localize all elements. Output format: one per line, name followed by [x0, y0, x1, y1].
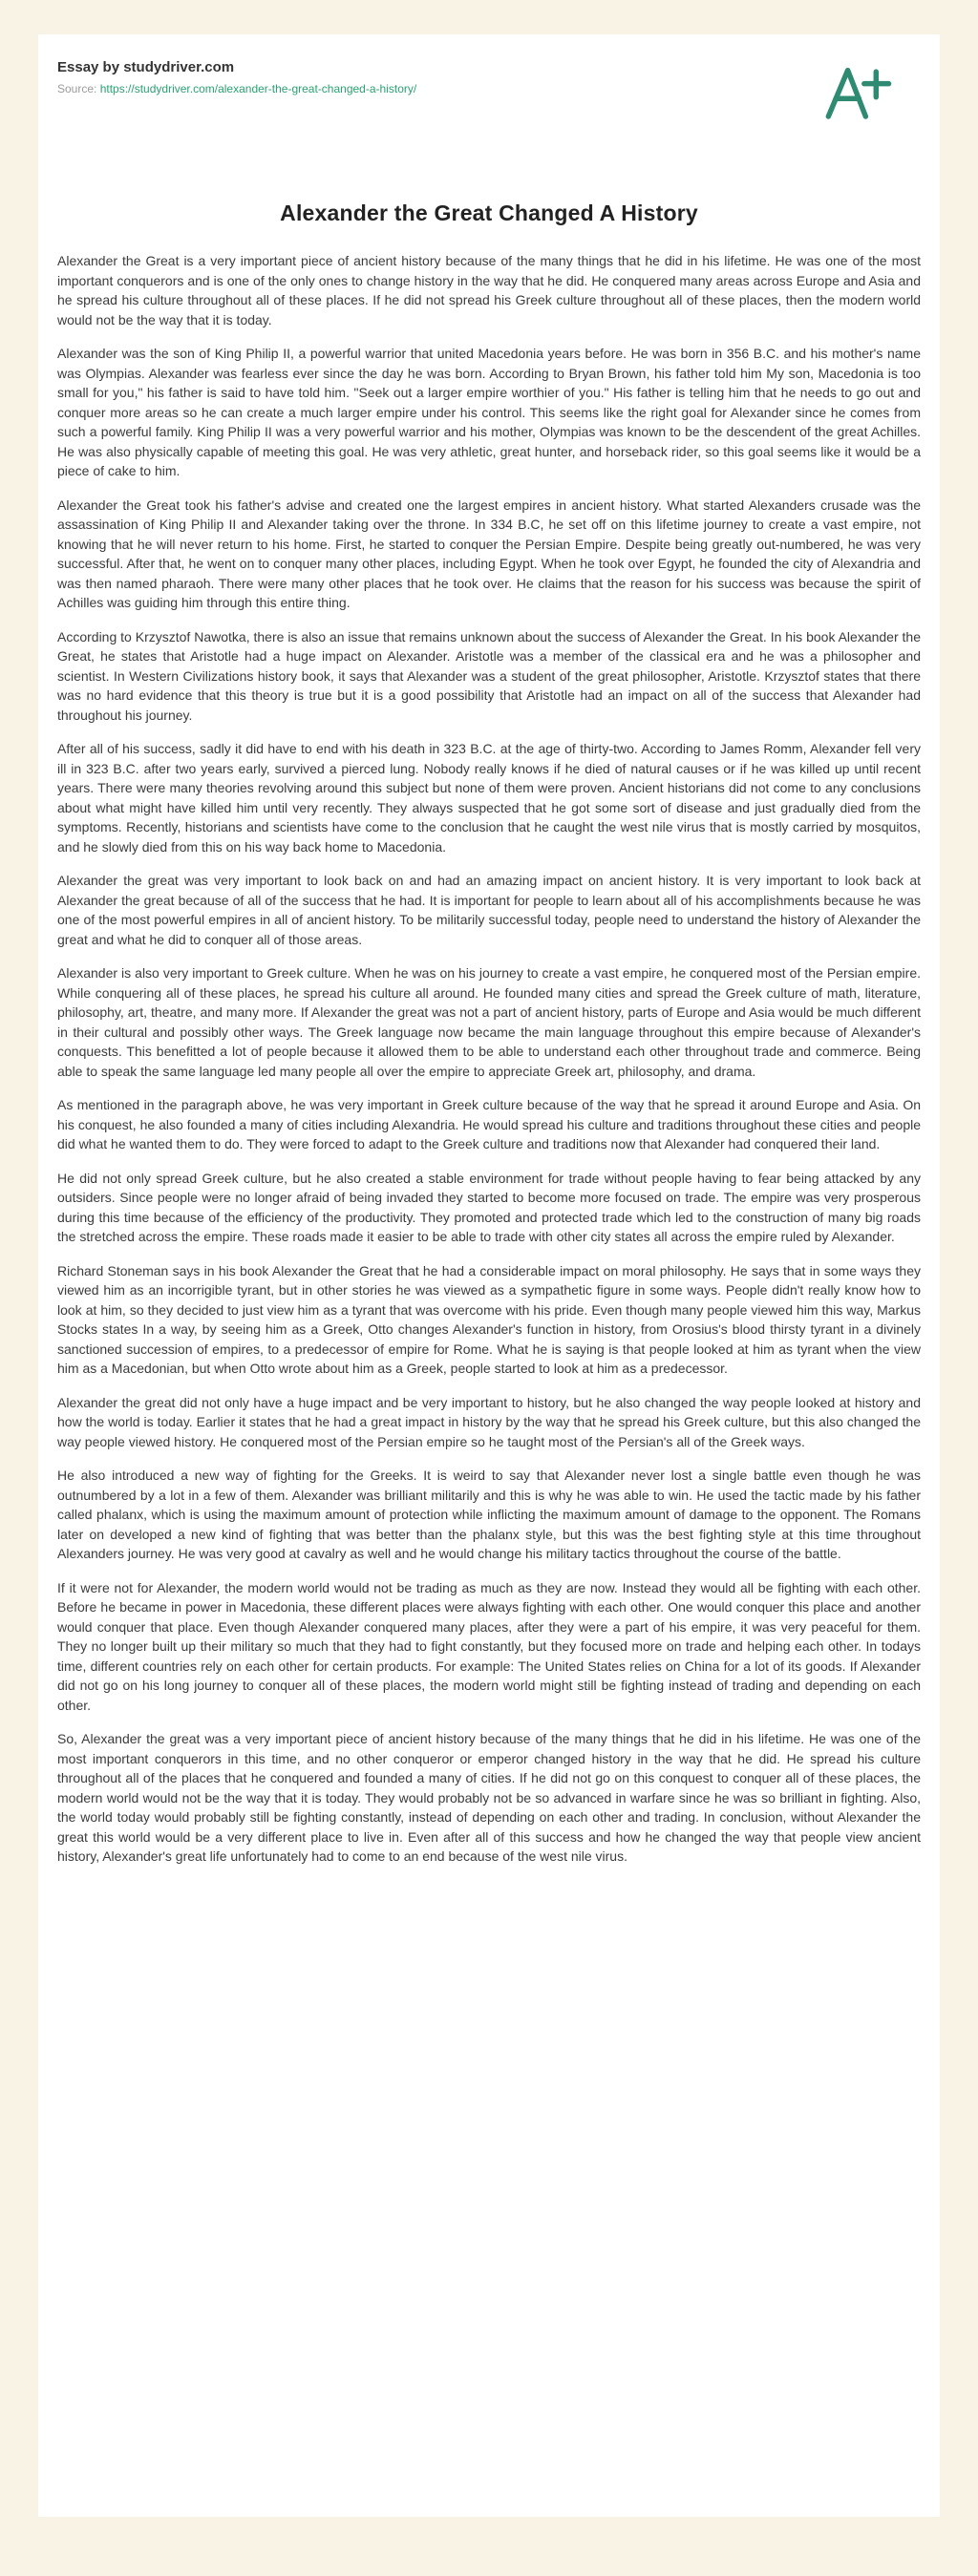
- essay-paragraph: Alexander the Great took his father's advise and created one the largest empires in ancient history. What started Alexanders crusade was the assassination of King Philip II and Alexander taking over the throne. In 334 B.C, he set off on this lifetime journey to create a vast empire, not knowing that he will never return to his home. First, he started to conquer the Persian Empire. Despite being greatly out-numbered, he was very successful. After that, he went on to conquer many other places, including Egypt. When he took over Egypt, he founded the city of Alexandria and was then named pharaoh. There were many other places that he took over. He claims that the reason for his success was because the spirit of Achilles was guiding him through this entire thing.: [57, 496, 921, 610]
- essay-title: Alexander the Great Changed A History: [280, 201, 698, 225]
- essay-paragraph: Alexander the great was very important to look back on and had an amazing impact on ancient history. It is very important to look back at Alexander the great because of all of the success that he had. It is important for people to learn about all of his accomplishments because he was one of the most powerful empires in all of ancient history. To be militarily successful today, people need to understand the history of Alexander the great and what he did to conquer all of those areas.: [57, 873, 921, 947]
- essay-paragraph: If it were not for Alexander, the modern world would not be trading as much as they are now. Instead they would all be fighting with each other. Before he became in power in Macedonia, these different places were always fighting with each other. One would conquer this place and another would conquer that place. Even though Alexander conquered many places, after they were a part of his empire, it was very peaceful for them. They no longer built up their military so much that they had to fight constantly, but they focused more on trade and helping each other. In todays time, different countries rely on each other for certain products. For example: The United States relies on China for a lot of its goods. If Alexander did not go on his long journey to conquer all of these places, the modern world might still be fighting instead of trading and depending on each other.: [57, 1579, 921, 1713]
- essay-body: [57, 251, 921, 1867]
- essay-paragraph: He did not only spread Greek culture, but he also created a stable environment for trade without people having to fear being attacked by any outsiders. Since people were no longer afraid of being invaded they started to become more focused on trade. The empire was very prosperous during this time because of the efficiency of the productivity. They promoted and protected trade which led to the construction of many big roads the stretched across the empire. These roads made it easier to be able to trade with other city states all across the empire ruled by Alexander.: [57, 1170, 921, 1244]
- essay-paragraph: Richard Stoneman says in his book Alexander the Great that he had a considerable impact on moral philosophy. He says that in some ways they viewed him as an incorrigible tyrant, but in other stories he was viewed as a sympathetic figure in some ways. People didn't really know how to look at him, so they decided to just view him as a tyrant that was overcome with his pride. Even though many people viewed him this way, Markus Stocks states In a way, by seeing him as a Greek, Otto changes Alexander's function in history, from Orosius's blood thirsty tyrant in a divinely sanctioned succession of empires, to a predecessor of empire for Rome. What he is saying is that people looked at him as tyrant when the view him as a Macedonian, but when Otto wrote about him as a Greek, people started to look at him as a predecessor.: [57, 1262, 921, 1376]
- essay-paragraph: After all of his success, sadly it did have to end with his death in 323 B.C. at the age of thirty-two. According to James Romm, Alexander fell very ill in 323 B.C. after two years early, survived a pierced lung. Nobody really knows if he died of natural causes or if he was killed up until recent years. There were many theories revolving around this subject but none of them were proven. Ancient historians did not come to any conclusions about what might have killed him until very recently. They always suspected that he got some sort of disease and just gradually died from the symptoms. Recently, historians and scientists have come to the conclusion that he caught the west nile virus that is mostly carried by mosquitos, and he slowly died from this on his way back home to Macedonia.: [57, 741, 921, 855]
- essay-paragraph: According to Krzysztof Nawotka, there is also an issue that remains unknown about the success of Alexander the Great. In his book Alexander the Great, he states that Aristotle had a huge impact on Alexander. Aristotle was a member of the classical era and he was a philosopher and scientist. In Western Civilizations history book, it says that Alexander was a student of the great philosopher, Aristotle. Krzysztof states that there was no hard evidence that this theory is true but it is a good possibility that Aristotle had an impact on all of the success that Alexander had throughout his journey.: [57, 628, 921, 723]
- essay-paragraph: Alexander the great did not only have a huge impact and be very important to history, but he also changed the way people looked at history and how the world is today. Earlier it states that he had a great impact in history by the way that he spread his Greek culture, but this also changed the way people viewed history. He conquered most of the Persian empire so he taught most of the Persian's all of the Greek ways.: [57, 1394, 921, 1449]
- essay-card: [38, 34, 940, 2517]
- essay-paragraph: As mentioned in the paragraph above, he was very important in Greek culture because of the way that he spread it around Europe and Asia. On his conquest, he also founded a many of cities including Alexandria. He would spread his culture and traditions throughout these cities and people did what he wanted them to do. They were forced to adapt to the Greek culture and traditions now that Alexander had conquered their land.: [57, 1097, 921, 1151]
- essay-paragraph: Alexander the Great is a very important piece of ancient history because of the many things that he did in his lifetime. He was one of the most important conquerors and is one of the only ones to change history in the way that he did. He conquered many areas across Europe and Asia and he spread his culture throughout all of these places. If he did not spread his Greek culture throughout all of these places, then the modern world would not be the way that it is today.: [57, 253, 921, 327]
- source-link[interactable]: https://studydriver.com/alexander-the-great-changed-a-history/: [99, 82, 417, 95]
- essay-paragraph: So, Alexander the great was a very important piece of ancient history because of the many things that he did in his lifetime. He was one of the most important conquerors in this time, and no other conqueror or emperor changed history in the way that he did. He spread his culture throughout all of the places that he conquered and founded a many of cities. If he did not go on this conquest to conquer all of these places, the modern world would not be the way that it is today. They would probably not be so advanced in warfare since he was so brilliant in fighting. Also, the world today would probably still be fighting constantly, instead of depending on each other and trading. In conclusion, without Alexander the great this world would be a very different place to live in. Even after all of this success and how he changed the way that people view ancient history, Alexander's great life unfortunately had to come to an end because of the west nile virus.: [57, 1731, 921, 1864]
- essay-paragraph: Alexander is also very important to Greek culture. When he was on his journey to create a vast empire, he conquered most of the Persian empire. While conquering all of these places, he spread his culture all around. He founded many cities and spread the Greek culture of math, literature, philosophy, art, theatre, and many more. If Alexander the great was not a part of ancient history, parts of Europe and Asia would be much different in their cultural and possibly other ways. The Greek language now became the main language throughout this empire because of Alexander's conquests. This benefitted a lot of people because it allowed them to be able to understand each other throughout trade and commerce. Being able to speak the same language led many people all over the empire to appreciate Greek art, philosophy, and drama.: [57, 965, 921, 1079]
- source-label: Source:: [57, 82, 97, 95]
- source-line: [57, 82, 921, 95]
- byline: Essay by studydriver.com: [57, 59, 235, 75]
- essay-header: [57, 59, 921, 145]
- essay-paragraph: He also introduced a new way of fighting for the Greeks. It is weird to say that Alexander never lost a single battle even though he was outnumbered by a lot in a few of them. Alexander was brilliant militarily and this is why he was able to win. He used the tactic made by his father called phalanx, which is using the maximum amount of protection while inflicting the maximum amount of damage to the opponent. The Romans later on developed a new kind of fighting that was better than the phalanx style, but this was the best fighting style at this time throughout Alexanders journey. He was very good at cavalry as well and he would change his military tactics throughout the course of the battle.: [57, 1467, 921, 1561]
- studydriver-logo-icon: [819, 61, 894, 124]
- essay-paragraph: Alexander was the son of King Philip II, a powerful warrior that united Macedonia years before. He was born in 356 B.C. and his mother's name was Olympias. Alexander was fearless ever since the day he was born. According to Bryan Brown, his father told him My son, Macedonia is too small for you," his father is said to have told him. "Seek out a larger empire worthier of you." His father is telling him that he needs to go out and conquer more areas so he can create a much larger empire under his control. This seems like the right goal for Alexander since he comes from such a powerful family. King Philip II was a very powerful warrior and his mother, Olympias was known to be the descendent of the great Achilles. He was also physically capable of meeting this goal. He was very athletic, great hunter, and horseback rider, so this goal seems like it would be a piece of cake to him.: [57, 346, 921, 478]
